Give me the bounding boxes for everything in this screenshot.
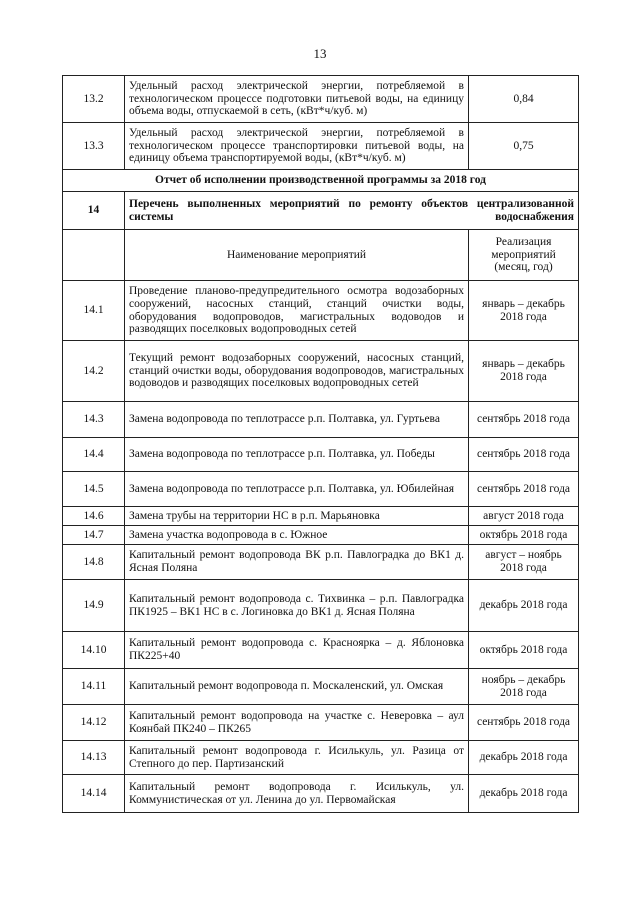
column-header-name: Наименование мероприятий: [125, 230, 469, 281]
event-period: ноябрь – декабрь 2018 года: [469, 669, 579, 705]
row-number: 14.13: [63, 741, 125, 775]
table-row: [63, 402, 579, 438]
table-row: [63, 123, 579, 170]
table-row: [63, 472, 579, 507]
event-period: январь – декабрь 2018 года: [469, 341, 579, 402]
event-period: сентябрь 2018 года: [469, 438, 579, 472]
column-header-period: Реализация мероприятий (месяц, год): [469, 230, 579, 281]
event-name: Замена участка водопровода в с. Южное: [125, 526, 469, 545]
event-period: январь – декабрь 2018 года: [469, 281, 579, 341]
row-number: 14.12: [63, 705, 125, 741]
table-row: [63, 281, 579, 341]
row-number: 13.2: [63, 76, 125, 123]
event-name: Проведение планово-предупредительного осмотра водозаборных сооружений, насосных станций, станций очистки воды, оборудования водопроводов, магистральных водоводов и разводящих поселковых водопроводных сетей: [125, 281, 469, 341]
event-name: Капитальный ремонт водопровода на участке с. Неверовка – аул Коянбай ПК240 – ПК265: [125, 705, 469, 741]
row-number: 14.2: [63, 341, 125, 402]
column-header-row: [63, 230, 579, 281]
table-row: [63, 775, 579, 813]
section-heading: Перечень выполненных мероприятий по ремонту объектов централизованной системы водоснабжения: [125, 192, 579, 230]
page-number: 13: [313, 46, 327, 61]
section-14-row: [63, 192, 579, 230]
row-number: 14.5: [63, 472, 125, 507]
event-period: сентябрь 2018 года: [469, 472, 579, 507]
event-name: Капитальный ремонт водопровода г. Исилькуль, ул. Коммунистическая от ул. Ленина до ул. Первомайская: [125, 775, 469, 813]
table-row: [63, 76, 579, 123]
indicator-description: Удельный расход электрической энергии, потребляемой в технологическом процессе подготовки питьевой воды, на единицу объема воды, отпускаемой в сеть, (кВт*ч/куб. м): [125, 76, 469, 123]
event-name: Капитальный ремонт водопровода г. Исилькуль, ул. Разица от Степного до пер. Партизанский: [125, 741, 469, 775]
event-period: октябрь 2018 года: [469, 526, 579, 545]
row-number: 14.1: [63, 281, 125, 341]
row-number: 14.3: [63, 402, 125, 438]
event-name: Замена водопровода по теплотрассе р.п. Полтавка, ул. Юбилейная: [125, 472, 469, 507]
event-period: декабрь 2018 года: [469, 775, 579, 813]
table-row: [63, 526, 579, 545]
indicator-value: 0,84: [469, 76, 579, 123]
table-row: [63, 580, 579, 632]
event-name: Капитальный ремонт водопровода с. Тихвинка – р.п. Павлоградка ПК1925 – ВК1 НС в с. Логиновка до ВК1 д. Ясная Поляна: [125, 580, 469, 632]
event-period: декабрь 2018 года: [469, 580, 579, 632]
event-name: Капитальный ремонт водопровода с. Красноярка – д. Яблоновка ПК225+40: [125, 632, 469, 669]
table-row: [63, 545, 579, 580]
row-number: 14.4: [63, 438, 125, 472]
event-name: Текущий ремонт водозаборных сооружений, насосных станций, станций очистки воды, оборудования водопроводов, магистральных водоводов и разводящих поселковых водопроводных сетей: [125, 341, 469, 402]
event-name: Замена трубы на территории НС в р.п. Марьяновка: [125, 507, 469, 526]
event-name: Замена водопровода по теплотрассе р.п. Полтавка, ул. Гуртьева: [125, 402, 469, 438]
section-title-row: [63, 170, 579, 192]
row-number: 13.3: [63, 123, 125, 170]
event-period: август – ноябрь 2018 года: [469, 545, 579, 580]
row-number: 14.10: [63, 632, 125, 669]
table-row: [63, 507, 579, 526]
event-name: Замена водопровода по теплотрассе р.п. Полтавка, ул. Победы: [125, 438, 469, 472]
report-table: [62, 75, 579, 813]
event-period: сентябрь 2018 года: [469, 705, 579, 741]
row-number: 14.9: [63, 580, 125, 632]
row-number: 14.11: [63, 669, 125, 705]
table-row: [63, 632, 579, 669]
section-title: Отчет об исполнении производственной программы за 2018 год: [63, 170, 579, 192]
indicator-description: Удельный расход электрической энергии, потребляемой в технологическом процессе транспортировки питьевой воды, на единицу объема транспортируемой воды, (кВт*ч/куб. м): [125, 123, 469, 170]
table-row: [63, 438, 579, 472]
event-period: декабрь 2018 года: [469, 741, 579, 775]
table-row: [63, 741, 579, 775]
table-row: [63, 705, 579, 741]
section-number: 14: [63, 192, 125, 230]
row-number: 14.14: [63, 775, 125, 813]
table-row: [63, 669, 579, 705]
row-number: 14.6: [63, 507, 125, 526]
event-name: Капитальный ремонт водопровода п. Москаленский, ул. Омская: [125, 669, 469, 705]
event-period: октябрь 2018 года: [469, 632, 579, 669]
table-row: [63, 341, 579, 402]
row-number: 14.8: [63, 545, 125, 580]
event-name: Капитальный ремонт водопровода ВК р.п. Павлоградка до ВК1 д. Ясная Поляна: [125, 545, 469, 580]
event-period: август 2018 года: [469, 507, 579, 526]
indicator-value: 0,75: [469, 123, 579, 170]
row-number: 14.7: [63, 526, 125, 545]
empty-header-cell: [63, 230, 125, 281]
event-period: сентябрь 2018 года: [469, 402, 579, 438]
